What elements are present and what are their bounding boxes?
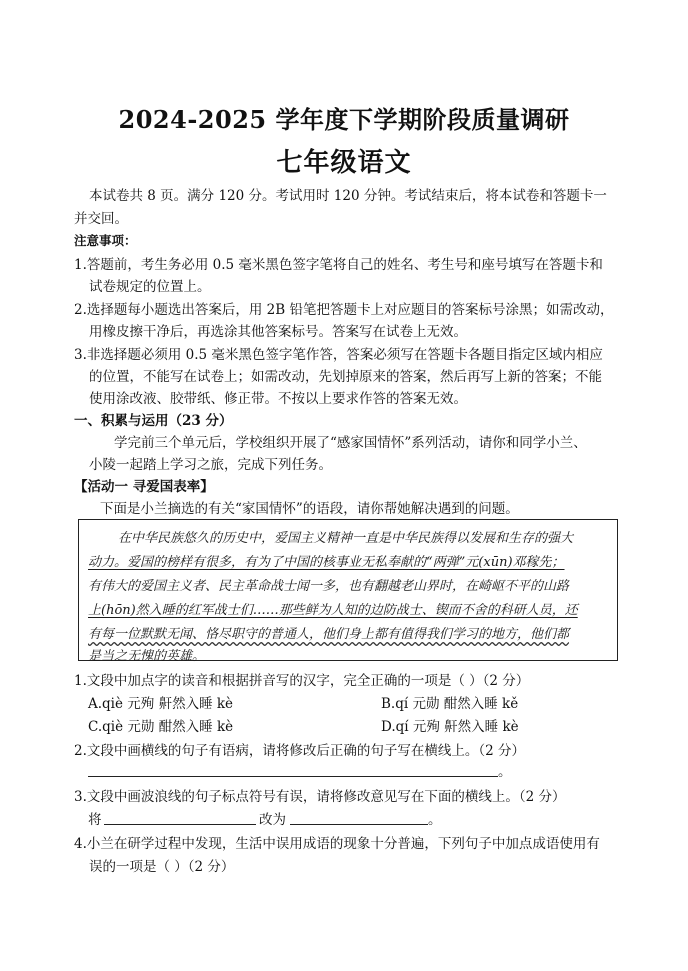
- section-1-para-line-1: 学完前三个单元后，学校组织开展了“感家国情怀”系列活动，请你和同学小兰、: [114, 435, 587, 451]
- question-2-end-mark: 。: [498, 764, 512, 780]
- question-4-line-1: 4.小兰在研学过程中发现，生活中误用成语的现象十分普遍，下列句子中加点成语使用有: [74, 836, 600, 852]
- passage-line-5: [88, 623, 569, 642]
- question-3-end-mark: 。: [428, 812, 442, 828]
- section-1-heading: 一、积累与运用（23 分）: [74, 413, 233, 429]
- note-2-line-2: 用橡皮擦干净后，再选涂其他答案标号。答案写在试卷上无效。: [89, 324, 467, 340]
- passage-line-3: 有伟大的爱国主义者、民主革命战士闻一多，也有翻越老山界时，在崎岖不平的山路: [88, 579, 570, 594]
- question-3-answer-line-1[interactable]: [104, 824, 256, 825]
- question-2-answer-line[interactable]: [88, 776, 498, 777]
- activity-1-heading: 【活动一 寻爱国表率】: [74, 479, 214, 495]
- exam-title: 2024-2025 学年度下学期阶段质量调研: [118, 105, 570, 134]
- question-2-stem: 2.文段中画横线的句子有语病，请将修改后正确的句子写在横线上。（2 分）: [74, 743, 526, 759]
- question-1-stem: 1.文段中加点字的读音和根据拼音写的汉字，完全正确的一项是（ ）（2 分）: [74, 673, 530, 689]
- question-1-option-c: C.qiè 元勋 酣然入睡 kè: [88, 719, 234, 735]
- passage-line-5-wavy: 有每一位默默无闻、恪尽职守的普通人，他们身上都有值得我们学习的地方，他们都: [88, 627, 570, 642]
- note-3-line-2: 的位置，不能写在试卷上；如需改动，先划掉原来的答案，然后再写上新的答案；不能: [89, 369, 602, 385]
- note-1-line-1: 1.答题前，考生务必用 0.5 毫米黑色签字笔将自己的姓名、考生号和座号填写在答题卡和: [74, 257, 603, 273]
- intro-line-2: 并交回。: [74, 211, 128, 227]
- note-3-line-3: 使用涂改液、胶带纸、修正带。不按以上要求作答的答案无效。: [89, 391, 467, 407]
- passage-line-4-underlined: 上(hōn)然入睡的红军战士们……那些鲜为人知的边防战士、锲而不舍的科研人员，还: [88, 603, 578, 618]
- question-4-line-2: 误的一项是（ ）（2 分）: [89, 859, 235, 875]
- notes-heading: 注意事项：: [74, 233, 137, 248]
- passage-line-1: 在中华民族悠久的历史中，爱国主义精神一直是中华民族得以发展和生存的强大: [118, 531, 574, 546]
- passage-line-6: 是当之无愧的英雄。: [88, 649, 206, 664]
- activity-1-description: 下面是小兰摘选的有关“家国情怀”的语段，请你帮她解决遇到的问题。: [100, 501, 519, 517]
- question-3-label-jiang: 将: [88, 812, 102, 828]
- note-1-line-2: 试卷规定的位置上。: [89, 279, 211, 295]
- question-3-stem: 3.文段中画波浪线的句子标点符号有误，请将修改意见写在下面的横线上。（2 分）: [74, 789, 566, 805]
- exam-subtitle: 七年级语文: [276, 148, 412, 178]
- passage-line-4: [88, 599, 578, 618]
- intro-line-1: 本试卷共 8 页。满分 120 分。考试用时 120 分钟。考试结束后，将本试卷和答题卡一: [89, 188, 607, 204]
- question-3-label-gaiwei: 改为: [259, 812, 286, 828]
- question-3-answer-line-2[interactable]: [290, 824, 428, 825]
- question-1-option-d: D.qí 元殉 鼾然入睡 kè: [381, 719, 519, 735]
- note-3-line-1: 3.非选择题必须用 0.5 毫米黑色签字笔作答，答案必须写在答题卡各题目指定区域内相应: [74, 347, 603, 363]
- question-1-option-a: A.qiè 元殉 鼾然入睡 kè: [88, 696, 234, 712]
- passage-line-2: [88, 551, 565, 570]
- note-2-line-1: 2.选择题每小题选出答案后，用 2B 铅笔把答题卡上对应题目的答案标号涂黑；如需改动，: [74, 302, 614, 318]
- passage-line-2-underlined: 动力。爱国的榜样有很多，有为了中国的核事业无私奉献的“两弹”元(xūn)邓稼先；: [88, 555, 565, 570]
- section-1-para-line-2: 小陵一起踏上学习之旅，完成下列任务。: [89, 457, 332, 473]
- question-1-option-b: B.qí 元勋 酣然入睡 kě: [381, 696, 519, 712]
